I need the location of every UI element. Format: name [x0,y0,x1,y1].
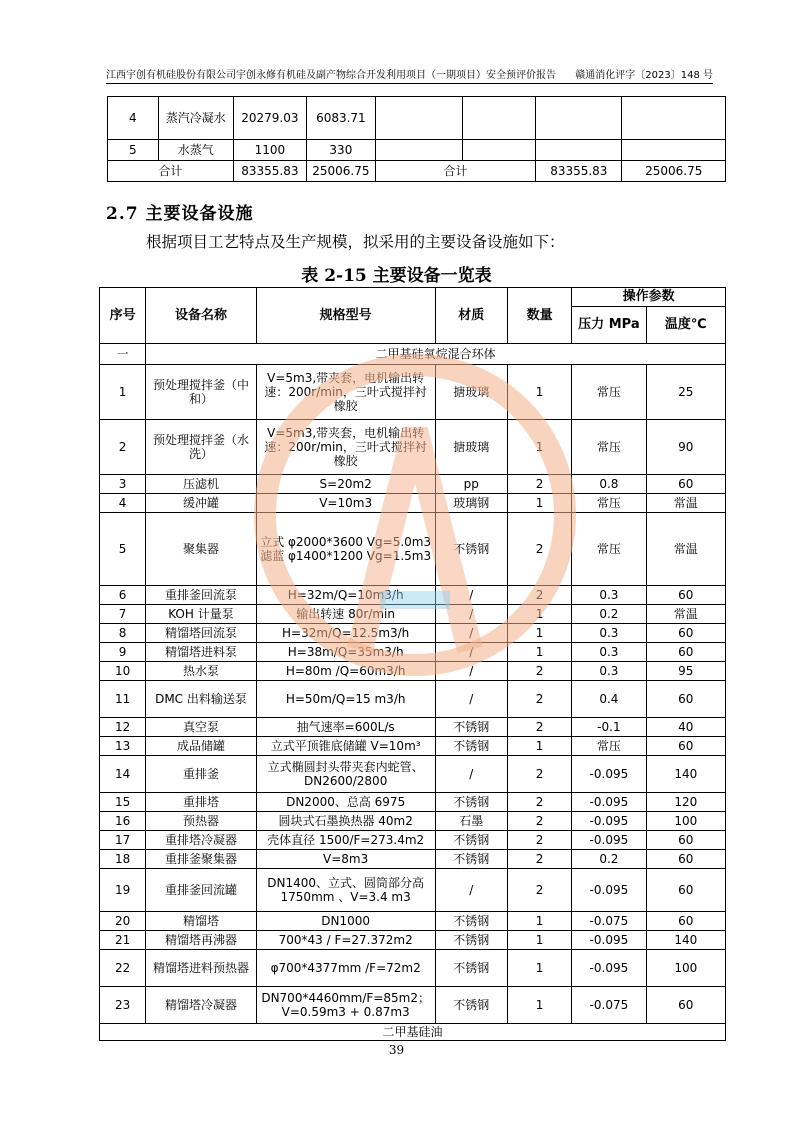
col-pressure: 压力 MPa [572,307,646,344]
cell-material: 石墨 [435,812,507,831]
cell-material: pp [435,475,507,494]
cell-name: 重排塔冷凝器 [146,831,257,850]
col-temp: 温度℃ [646,307,725,344]
cell-spec: 立式 φ2000*3600 Vg=5.0m3 滤蓝 φ1400*1200 Vg=1.5m3 [256,513,435,586]
cell-spec: H=38m/Q=35m3/h [256,643,435,662]
cell-material: 搪玻璃 [435,365,507,420]
cell-material: 不锈钢 [435,912,507,931]
col-name: 设备名称 [146,288,257,344]
cell-qty: 2 [507,756,571,793]
table-row [100,737,726,756]
cell-qty: 1 [507,737,571,756]
cell-name: 缓冲罐 [146,494,257,513]
cell-material: / [435,869,507,912]
table-row [100,869,726,912]
cell-spec: DN1400、立式、圆筒部分高 1750mm 、V=3.4 m3 [256,869,435,912]
cell-name: 热水泵 [146,662,257,681]
cell-t: 60 [646,869,725,912]
cell-t: 60 [646,681,725,718]
cell-t: 60 [646,737,725,756]
cell-name: 精馏塔进料预热器 [146,950,257,987]
cell-t: 100 [646,950,725,987]
cell-name: 真空泵 [146,718,257,737]
cell-p: -0.095 [572,931,646,950]
cell-p: -0.075 [572,912,646,931]
cell-no: 22 [100,950,146,987]
cell-p: 常压 [572,513,646,586]
table-row [100,365,726,420]
cell-p: -0.1 [572,718,646,737]
cell-qty: 1 [507,605,571,624]
cell-p: 0.3 [572,624,646,643]
cell-name: KOH 计量泵 [146,605,257,624]
cell-no: 16 [100,812,146,831]
cell-name: 精馏塔冷凝器 [146,987,257,1024]
header-report-title: 江西宇创有机硅股份有限公司宇创永修有机硅及副产物综合开发利用项目（一期项目）安全预评价报告 [106,70,556,81]
cell-qty: 2 [507,662,571,681]
cell-p: 0.4 [572,681,646,718]
cell-p: 0.2 [572,605,646,624]
table-row [100,513,726,586]
cell-no: 18 [100,850,146,869]
cell-t: 60 [646,912,725,931]
cell-spec: 输出转速 80r/min [256,605,435,624]
table-row [100,643,726,662]
cell-p: -0.075 [572,987,646,1024]
cell-no: 5 [100,513,146,586]
header-report-number: 赣通消化评字〔2023〕148 号 [575,70,713,81]
cell-p: 0.3 [572,643,646,662]
table-row [100,950,726,987]
table-row [100,605,726,624]
cell-t: 100 [646,812,725,831]
cell-no: 9 [100,643,146,662]
cell-name: 精馏塔回流泵 [146,624,257,643]
cell-t: 60 [646,643,725,662]
cell-p: -0.095 [572,831,646,850]
col-material: 材质 [435,288,507,344]
cell-name: 重排釜回流罐 [146,869,257,912]
cell-name: 预处理搅拌釜（水洗） [146,420,257,475]
cell-name: 成品储罐 [146,737,257,756]
cell-material: 不锈钢 [435,931,507,950]
cell-no: 4 [100,494,146,513]
cell-material: 玻璃钢 [435,494,507,513]
cell-t: 60 [646,475,725,494]
cell-qty: 2 [507,681,571,718]
cell-no: 17 [100,831,146,850]
cell-t: 40 [646,718,725,737]
cell-p: 0.3 [572,662,646,681]
cell-spec: V=5m3,带夹套，电机输出转速：200r/min，三叶式搅拌衬橡胶 [256,365,435,420]
cell-p: -0.095 [572,812,646,831]
cell-spec: H=32m/Q=10m3/h [256,586,435,605]
table-row [100,494,726,513]
cell-material: 不锈钢 [435,831,507,850]
cell-qty: 2 [507,793,571,812]
cell-no: 23 [100,987,146,1024]
cell-no: 11 [100,681,146,718]
section-intro: 根据项目工艺特点及生产规模，拟采用的主要设备设施如下： [146,233,565,251]
cell-material: 不锈钢 [435,987,507,1024]
total-row: 合计 83355.83 25006.75 合计 83355.83 25006.75 [108,161,726,182]
cell-t: 60 [646,586,725,605]
cell-name: 精馏塔 [146,912,257,931]
cell-p: -0.095 [572,869,646,912]
cell-no: 12 [100,718,146,737]
cell-material: / [435,662,507,681]
cell-qty: 2 [507,586,571,605]
cell-qty: 1 [507,494,571,513]
cell-qty: 1 [507,987,571,1024]
cell-spec: 抽气速率=600L/s [256,718,435,737]
page-header [106,66,713,84]
table-row [100,586,726,605]
continued-table [107,96,726,182]
cell-qty: 1 [507,931,571,950]
cell-p: 0.8 [572,475,646,494]
cell-name: 重排釜聚集器 [146,850,257,869]
cell-material: 不锈钢 [435,950,507,987]
cell-spec: V=10m3 [256,494,435,513]
cell-no: 21 [100,931,146,950]
cell-qty: 2 [507,831,571,850]
cell-no: 20 [100,912,146,931]
cell-p: 常压 [572,494,646,513]
cell-spec: DN2000、总高 6975 [256,793,435,812]
cell-name: DMC 出料输送泵 [146,681,257,718]
cell-p: -0.095 [572,793,646,812]
cell-p: 常压 [572,365,646,420]
cell-no: 10 [100,662,146,681]
cell-t: 120 [646,793,725,812]
cell-spec: V=8m3 [256,850,435,869]
table-row [100,850,726,869]
cell-no: 15 [100,793,146,812]
cell-no: 3 [100,475,146,494]
cell-material: 不锈钢 [435,513,507,586]
cell-material: 不锈钢 [435,718,507,737]
cell-spec: H=32m/Q=12.5m3/h [256,624,435,643]
cell-no: 14 [100,756,146,793]
cell-p: 0.2 [572,850,646,869]
table-row [100,912,726,931]
cell-t: 常温 [646,494,725,513]
cell-spec: DN1000 [256,912,435,931]
cell-name: 精馏塔进料泵 [146,643,257,662]
table-row: 5 水蒸气 1100 330 [108,140,726,161]
cell-t: 60 [646,624,725,643]
cell-name: 重排釜 [146,756,257,793]
cell-qty: 1 [507,912,571,931]
cell-name: 预热器 [146,812,257,831]
cell-spec: H=80m /Q=60m3/h [256,662,435,681]
cell-spec: 立式椭圆封头带夹套内蛇管、DN2600/2800 [256,756,435,793]
cell-spec: S=20m2 [256,475,435,494]
cell-t: 常温 [646,605,725,624]
table-row [100,812,726,831]
cell-material: / [435,605,507,624]
header-row [100,288,726,307]
group-row: 二甲基硅油 [100,1024,726,1041]
cell-material: 不锈钢 [435,793,507,812]
cell-no: 2 [100,420,146,475]
cell-name: 精馏塔再沸器 [146,931,257,950]
cell-spec: 700*43 / F=27.372m2 [256,931,435,950]
cell-material: 搪玻璃 [435,420,507,475]
cell-p: -0.095 [572,950,646,987]
cell-qty: 2 [507,513,571,586]
table-row [100,931,726,950]
cell-t: 60 [646,987,725,1024]
cell-spec: H=50m/Q=15 m3/h [256,681,435,718]
table-row [100,987,726,1024]
cell-qty: 2 [507,812,571,831]
cell-no: 13 [100,737,146,756]
cell-spec: DN700*4460mm/F=85m2；V=0.59m3 + 0.87m3 [256,987,435,1024]
cell-p: 0.3 [572,586,646,605]
table-row [100,756,726,793]
cell-material: / [435,681,507,718]
cell-name: 聚集器 [146,513,257,586]
page-number: 39 [388,1043,405,1057]
cell-qty: 2 [507,475,571,494]
cell-t: 95 [646,662,725,681]
cell-t: 140 [646,756,725,793]
cell-material: / [435,624,507,643]
table-row [100,662,726,681]
table-row [100,793,726,812]
col-no: 序号 [100,288,146,344]
cell-no: 1 [100,365,146,420]
cell-t: 90 [646,420,725,475]
cell-no: 6 [100,586,146,605]
cell-material: / [435,756,507,793]
cell-qty: 1 [507,420,571,475]
table-row: 4 蒸汽冷凝水 20279.03 6083.71 [108,97,726,140]
table-row [100,831,726,850]
cell-no: 7 [100,605,146,624]
equipment-table [99,287,726,1041]
cell-spec: 圆块式石墨换热器 40m2 [256,812,435,831]
cell-spec: 壳体直径 1500/F=273.4m2 [256,831,435,850]
section-heading: 2.7 主要设备设施 [106,204,254,224]
table-row [100,681,726,718]
cell-name: 预处理搅拌釜（中和） [146,365,257,420]
col-spec: 规格型号 [256,288,435,344]
cell-name: 压滤机 [146,475,257,494]
cell-material: 不锈钢 [435,737,507,756]
cell-p: 常压 [572,420,646,475]
cell-material: / [435,643,507,662]
col-qty: 数量 [507,288,571,344]
table-row [100,420,726,475]
cell-no: 19 [100,869,146,912]
cell-spec: φ700*4377mm /F=72m2 [256,950,435,987]
cell-t: 60 [646,850,725,869]
cell-qty: 1 [507,624,571,643]
cell-material: / [435,586,507,605]
cell-t: 25 [646,365,725,420]
cell-name: 重排塔 [146,793,257,812]
table-row [100,718,726,737]
cell-spec: V=5m3,带夹套，电机输出转速：200r/min，三叶式搅拌衬橡胶 [256,420,435,475]
cell-material: 不锈钢 [435,850,507,869]
col-op-params: 操作参数 [572,288,726,307]
cell-name: 重排釜回流泵 [146,586,257,605]
cell-p: -0.095 [572,756,646,793]
cell-t: 140 [646,931,725,950]
cell-no: 8 [100,624,146,643]
cell-qty: 1 [507,365,571,420]
cell-t: 常温 [646,513,725,586]
cell-t: 60 [646,831,725,850]
cell-qty: 2 [507,718,571,737]
cell-spec: 立式平顶锥底储罐 V=10m³ [256,737,435,756]
group-row: 一 二甲基硅氧烷混合环体 [100,344,726,365]
cell-qty: 2 [507,850,571,869]
table-row [100,475,726,494]
cell-qty: 1 [507,643,571,662]
cell-qty: 1 [507,950,571,987]
table-row [100,624,726,643]
cell-p: 常压 [572,737,646,756]
cell-qty: 2 [507,869,571,912]
table-caption: 表 2-15 主要设备一览表 [301,266,492,286]
